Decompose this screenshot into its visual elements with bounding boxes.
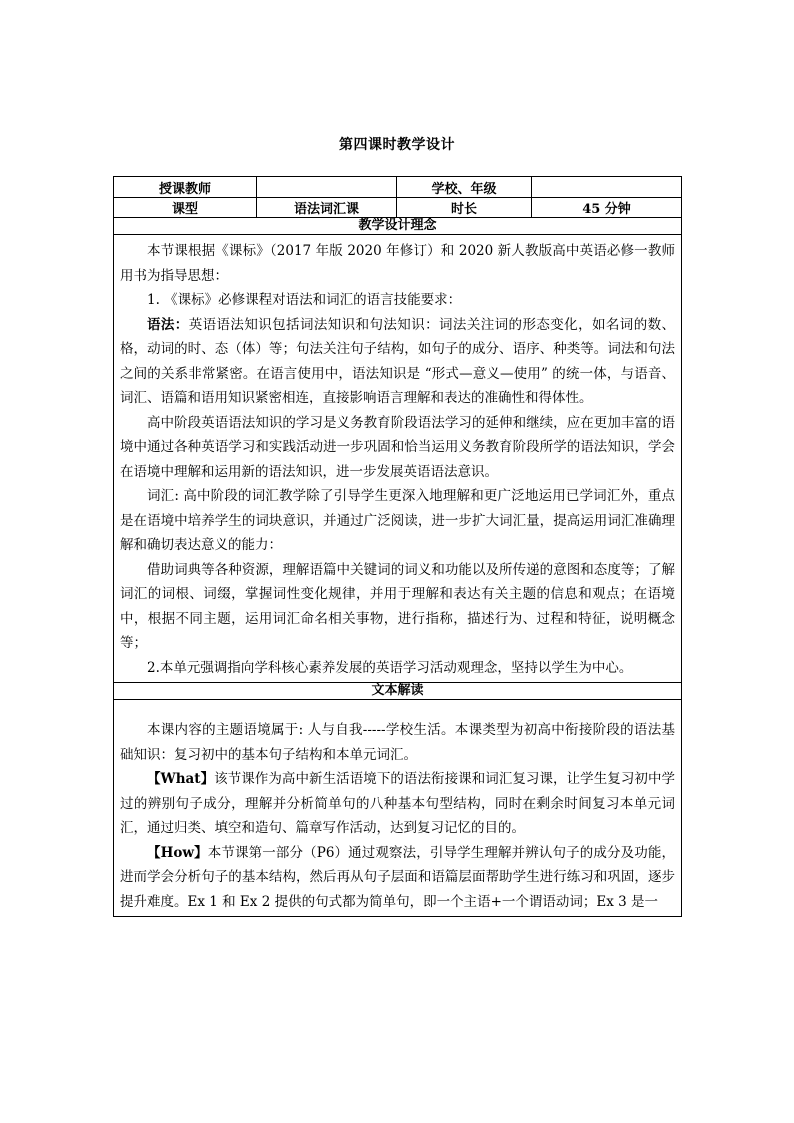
what-text: 该节课作为高中新生活语境下的语法衔接课和词汇复习课，让学生复习初中学过的辨别句子成分，理解并分析简单句的八种基本句型结构，同时在剩余时间复习本单元词汇，通过归类、填空和造句、篇章写作活动，达到复习记忆的目的。 [120, 771, 676, 836]
info-row-teacher [114, 177, 682, 198]
teacher-label: 授课教师 [114, 177, 257, 198]
vocab-text: 高中阶段的词汇教学除了引导学生更深入地理解和更广泛地运用已学词汇外，重点是在语境中培养学生的词块意识，并通过广泛阅读，进一步扩大词汇量，提高运用词汇准确理解和确切表达意义的能力： [120, 488, 675, 553]
how-text: 本节课第一部分（P6）通过观察法，引导学生理解并辨认句子的成分及功能，进而学会分析句子的基本结构，然后再从句子层面和语篇层面帮助学生进行练习和巩固，逐步提升难度。Ex 1 和 Ex 2 提供的句式都为简单句，即一个主语+一个谓语动词；Ex 3 是一 [120, 844, 676, 910]
section-heading-design-philosophy: 教学设计理念 [114, 218, 682, 235]
paragraph [120, 313, 675, 411]
paragraph [120, 484, 675, 558]
school-label: 学校、年级 [397, 177, 532, 198]
paragraph: 高中阶段英语语法知识的学习是义务教育阶段语法学习的延伸和继续，应在更加丰富的语境中通过各种英语学习和实践活动进一步巩固和恰当运用义务教育阶段所学的语法知识，学会在语境中理解和运用新的语法知识，进一步发展英语语法意识。 [120, 414, 675, 480]
paragraph: 借助词典等各种资源，理解语篇中关键词的词义和功能以及所传递的意图和态度等；了解词汇的词根、词缀，掌握词性变化规律，并用于理解和表达有关主题的信息和观点；在语境中，根据不同主题，运用词汇命名相关事物，进行指称，描述行为、过程和特征，说明概念等； [120, 561, 675, 651]
section-heading-text-analysis: 文本解读 [114, 683, 682, 700]
grammar-label: 语法： [147, 316, 189, 333]
what-label: 【What】 [147, 771, 215, 787]
duration-label: 时长 [397, 198, 532, 218]
type-value: 语法词汇课 [257, 198, 397, 218]
section-heading-row [114, 218, 682, 235]
text-analysis-body [114, 700, 682, 917]
grammar-text: 英语语法知识包括词法知识和句法知识：词法关注词的形态变化，如名词的数、格，动词的时、态（体）等；句法关注句子结构，如句子的成分、语序、种类等。词法和句法之间的关系非常紧密。在语言使用中，语法知识是 “形式—意义—使用” 的统一体，与语音、词汇、语篇和语用知识紧密相连，直接影响语言理解和表达的准确性和得体性。 [120, 316, 676, 406]
paragraph: 1. 《课标》必修课程对语法和词汇的语言技能要求： [147, 292, 462, 308]
duration-value: 45 分钟 [532, 198, 682, 218]
school-value [532, 177, 682, 198]
section-body-row [114, 235, 682, 683]
lesson-design-table [113, 176, 682, 917]
type-label: 课型 [114, 198, 257, 218]
section-heading-row [114, 683, 682, 700]
info-row-type [114, 198, 682, 218]
section-body-row [114, 700, 682, 917]
how-label: 【How】 [147, 844, 208, 861]
paragraph: 2.本单元强调指向学科核心素养发展的英语学习活动观理念，坚持以学生为中心。 [147, 659, 633, 676]
page-title: 第四课时教学设计 [339, 137, 455, 153]
vocab-label: 词汇: [147, 488, 179, 504]
paragraph: 本课内容的主题语境属于: 人与自我-----学校生活。本课类型为初高中衔接阶段的语法基础知识：复习初中的基本句子结构和本单元词汇。 [120, 722, 675, 763]
paragraph: 本节课根据《课标》（2017 年版 2020 年修订）和 2020 新人教版高中英语必修一教师用书为指导思想： [120, 243, 675, 284]
teacher-value [257, 177, 397, 198]
design-philosophy-body [114, 235, 682, 683]
paragraph [120, 841, 675, 915]
paragraph [120, 767, 675, 841]
